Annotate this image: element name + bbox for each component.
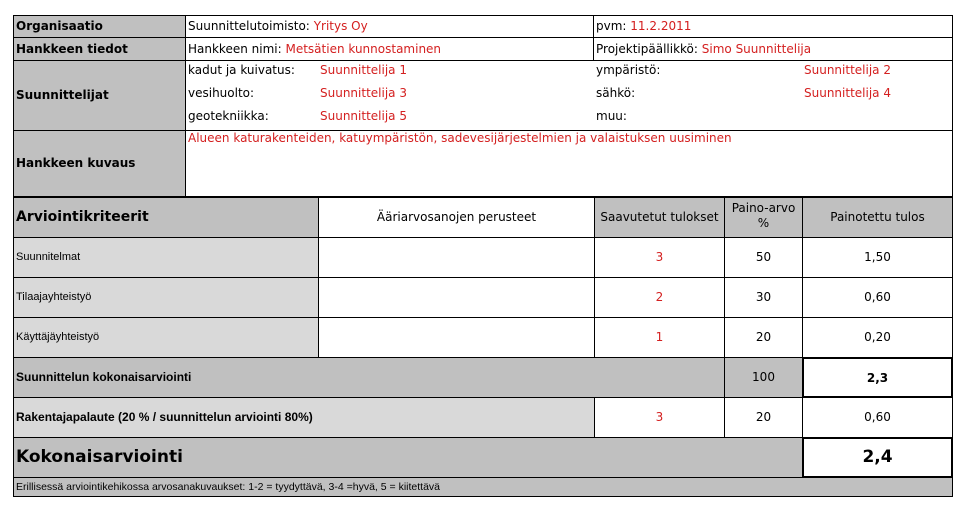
pm-label: Projektipäällikkö: — [596, 42, 698, 56]
weighted-header: Painotettu tulos — [802, 197, 953, 238]
criteria-weighted: 0,60 — [802, 277, 953, 318]
criteria-name: Suunnitelmat — [13, 237, 319, 278]
contractor-weight: 20 — [724, 397, 803, 438]
footnote: Erillisessä arviointikehikossa arvosanakuvaukset: 1-2 = tyydyttävä, 3-4 =hyvä, 5 = kiitettävä — [13, 477, 953, 497]
designers-label: Suunnittelijat — [13, 60, 186, 131]
org-name-cell — [185, 15, 594, 38]
weight-header: Paino-arvo % — [724, 197, 803, 238]
criteria-basis — [318, 317, 595, 358]
date-cell — [593, 15, 953, 38]
criteria-result: 2 — [594, 277, 725, 318]
description-label: Hankkeen kuvaus — [13, 130, 186, 197]
criteria-basis — [318, 237, 595, 278]
designer-name: Suunnittelija 2 — [804, 63, 891, 77]
contractor-weighted: 0,60 — [802, 397, 953, 438]
designer-name: Suunnittelija 5 — [320, 109, 407, 123]
results-header: Saavutetut tulokset — [594, 197, 725, 238]
contractor-result: 3 — [594, 397, 725, 438]
date-label: pvm: — [596, 19, 627, 33]
basis-header: Ääriarvosanojen perusteet — [318, 197, 595, 238]
description-value: Alueen katurakenteiden, katuympäristön, sadevesijärjestelmien ja valaistuksen uusiminen — [185, 130, 953, 197]
criteria-weighted: 1,50 — [802, 237, 953, 278]
org-name-label: Suunnittelutoimisto: — [188, 19, 310, 33]
org-name-value: Yritys Oy — [313, 19, 368, 33]
criteria-header: Arviointikriteerit — [13, 197, 319, 238]
designer-role: vesihuolto: — [188, 86, 255, 100]
designer-role: muu: — [596, 109, 627, 123]
date-value: 11.2.2011 — [630, 19, 692, 33]
designer-role: ympäristö: — [596, 63, 661, 77]
designers-box — [185, 60, 953, 131]
design-total-value: 2,3 — [802, 357, 953, 398]
designer-role: geotekniikka: — [188, 109, 269, 123]
criteria-name: Käyttäjäyhteistyö — [13, 317, 319, 358]
pm-cell — [593, 37, 953, 61]
criteria-weight: 30 — [724, 277, 803, 318]
overall-value: 2,4 — [802, 437, 953, 478]
designer-role: sähkö: — [596, 86, 636, 100]
contractor-label: Rakentajapalaute (20 % / suunnittelun arviointi 80%) — [13, 397, 595, 438]
org-label: Organisaatio — [13, 15, 186, 38]
design-total-label: Suunnittelun kokonaisarviointi — [13, 357, 725, 398]
project-name-value: Metsätien kunnostaminen — [285, 42, 442, 56]
overall-label: Kokonaisarviointi — [13, 437, 803, 478]
designer-name: Suunnittelija 4 — [804, 86, 891, 100]
designer-role: kadut ja kuivatus: — [188, 63, 295, 77]
project-name-cell — [185, 37, 594, 61]
criteria-weight: 20 — [724, 317, 803, 358]
project-name-label: Hankkeen nimi: — [188, 42, 282, 56]
designer-name: Suunnittelija 1 — [320, 63, 407, 77]
criteria-weight: 50 — [724, 237, 803, 278]
criteria-basis — [318, 277, 595, 318]
criteria-result: 1 — [594, 317, 725, 358]
designer-name: Suunnittelija 3 — [320, 86, 407, 100]
criteria-weighted: 0,20 — [802, 317, 953, 358]
design-total-weight: 100 — [724, 357, 803, 398]
criteria-name: Tilaajayhteistyö — [13, 277, 319, 318]
pm-value: Simo Suunnittelija — [701, 42, 812, 56]
project-label: Hankkeen tiedot — [13, 37, 186, 61]
criteria-result: 3 — [594, 237, 725, 278]
